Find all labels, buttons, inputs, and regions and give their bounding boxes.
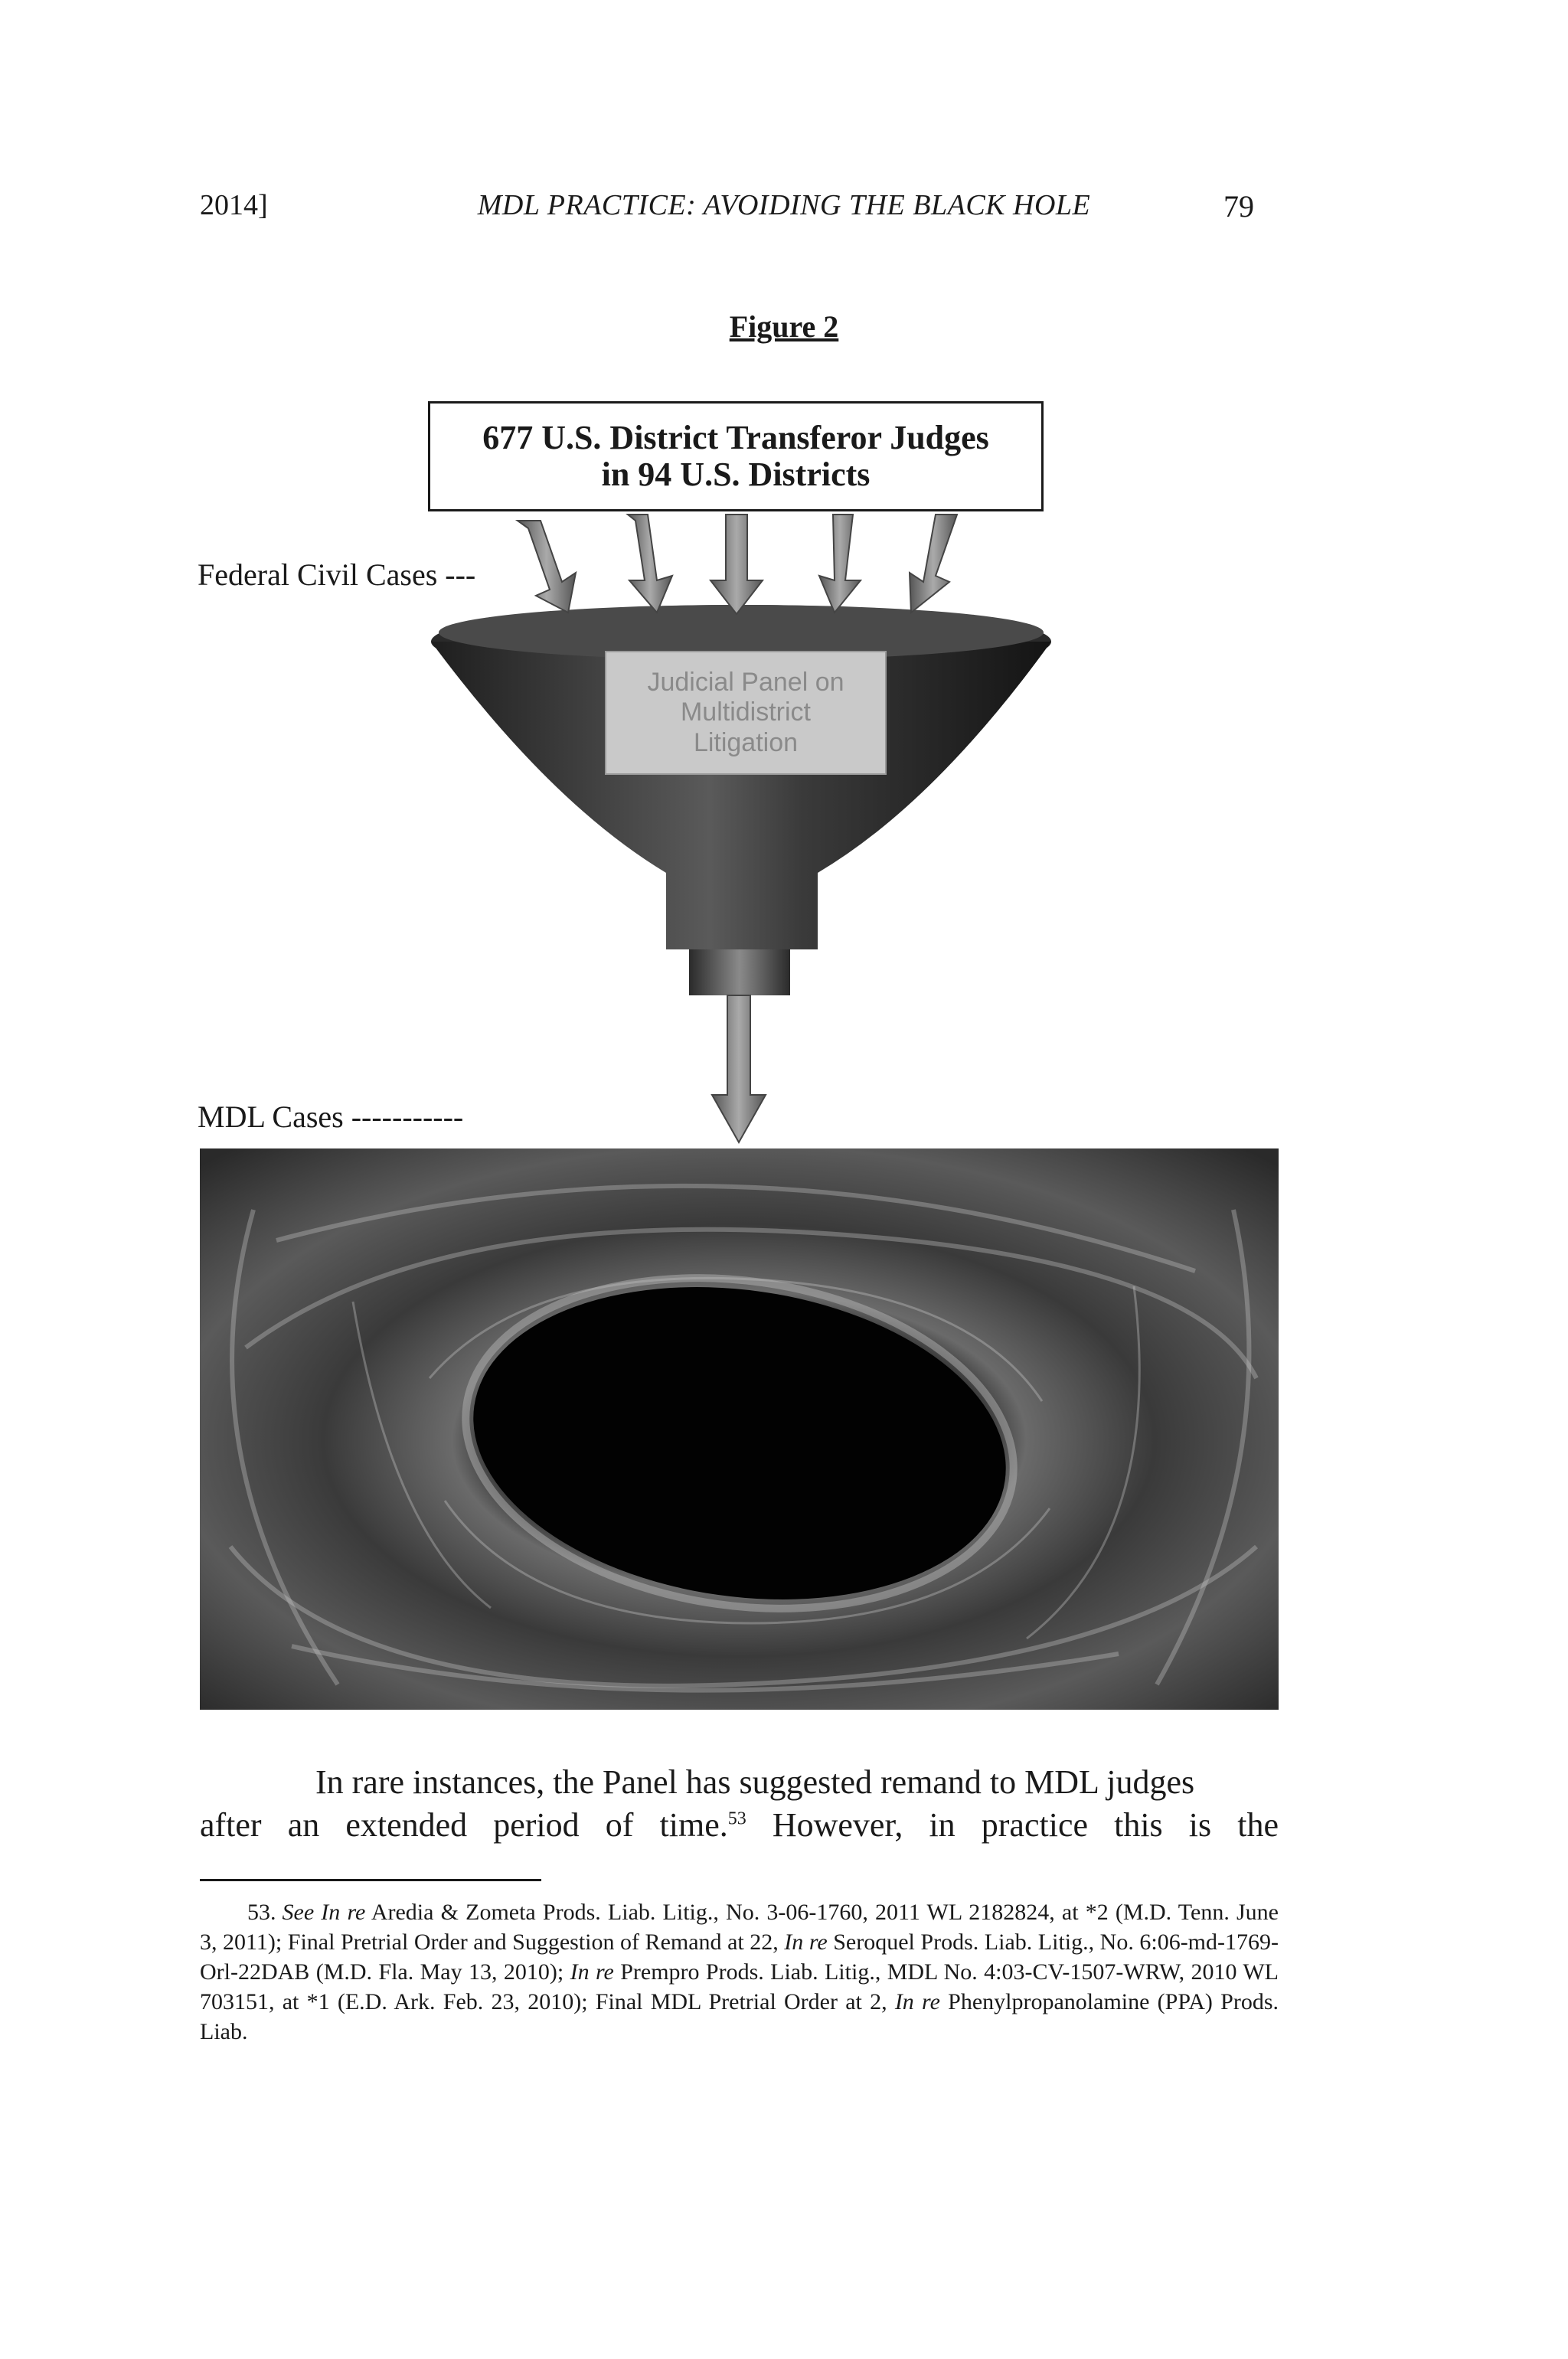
footnote-53	[200, 1897, 1279, 2047]
arrow-down-icon	[910, 515, 957, 613]
black-hole-image	[200, 1148, 1279, 1710]
footnote-fragment: In re	[894, 1989, 940, 2014]
mdl-cases-label: MDL Cases -----------	[198, 1099, 464, 1134]
footnote-divider	[200, 1879, 541, 1881]
footnote-fragment: See In re	[282, 1900, 366, 1925]
page-number: 79	[1223, 189, 1254, 224]
arrow-down-icon	[819, 515, 861, 613]
judicial-panel-box	[605, 651, 887, 775]
footnote-fragment: Prempro Prods. Liab. Litig., MDL No. 4:03-CV-1507-WRW, 2010 WL 703151, at *1 (E.D. Ark. Feb. 23, 2010); Final MDL Pretrial Order at 2,	[200, 1959, 1279, 2014]
footnote-fragment: Phenylpropanolamine (PPA) Prods. Liab.	[200, 1989, 1279, 2044]
arrow-down-icon	[518, 521, 576, 613]
arrow-down-icon	[712, 995, 766, 1142]
footnote-fragment: In re	[570, 1959, 614, 1985]
footnote-reference[interactable]: 53	[727, 1808, 746, 1829]
federal-civil-cases-label: Federal Civil Cases ---	[198, 557, 476, 592]
footnote-fragment: In re	[784, 1929, 828, 1955]
running-header-title: MDL PRACTICE: AVOIDING THE BLACK HOLE	[477, 189, 1091, 221]
footnote-fragment: Seroquel Prods. Liab. Litig., No. 6:06-md-1769-Orl-22DAB (M.D. Fla. May 13, 2010);	[200, 1929, 1279, 1985]
transferor-judges-box	[428, 401, 1044, 511]
body-text-fragment: after an extended period of time.	[200, 1806, 728, 1844]
figure-caption: Figure 2	[729, 309, 839, 344]
top-box-line1: 677 U.S. District Transferor Judges	[482, 419, 989, 457]
panel-line1: Judicial Panel on	[647, 667, 844, 697]
top-box-line2: in 94 U.S. Districts	[601, 456, 871, 493]
case-arrows	[518, 515, 957, 614]
footnote-fragment: Aredia & Zometa Prods. Liab. Litig., No. 3-06-1760, 2011 WL 2182824, at *2 (M.D. Tenn. June 3, 2011); Final Pretrial Order and Suggestion of Remand at 22,	[200, 1900, 1279, 1955]
panel-line3: Litigation	[693, 727, 799, 757]
body-text-line	[200, 1804, 1279, 1847]
running-header-year: 2014]	[200, 189, 268, 221]
arrow-down-icon	[710, 515, 763, 614]
body-text-fragment: However, in practice this is the	[746, 1806, 1279, 1844]
body-text-line: In rare instances, the Panel has suggested remand to MDL judges	[315, 1763, 1195, 1801]
footnote-number: 53.	[247, 1900, 276, 1925]
panel-line2: Multidistrict	[680, 698, 812, 727]
arrow-down-icon	[628, 515, 672, 613]
